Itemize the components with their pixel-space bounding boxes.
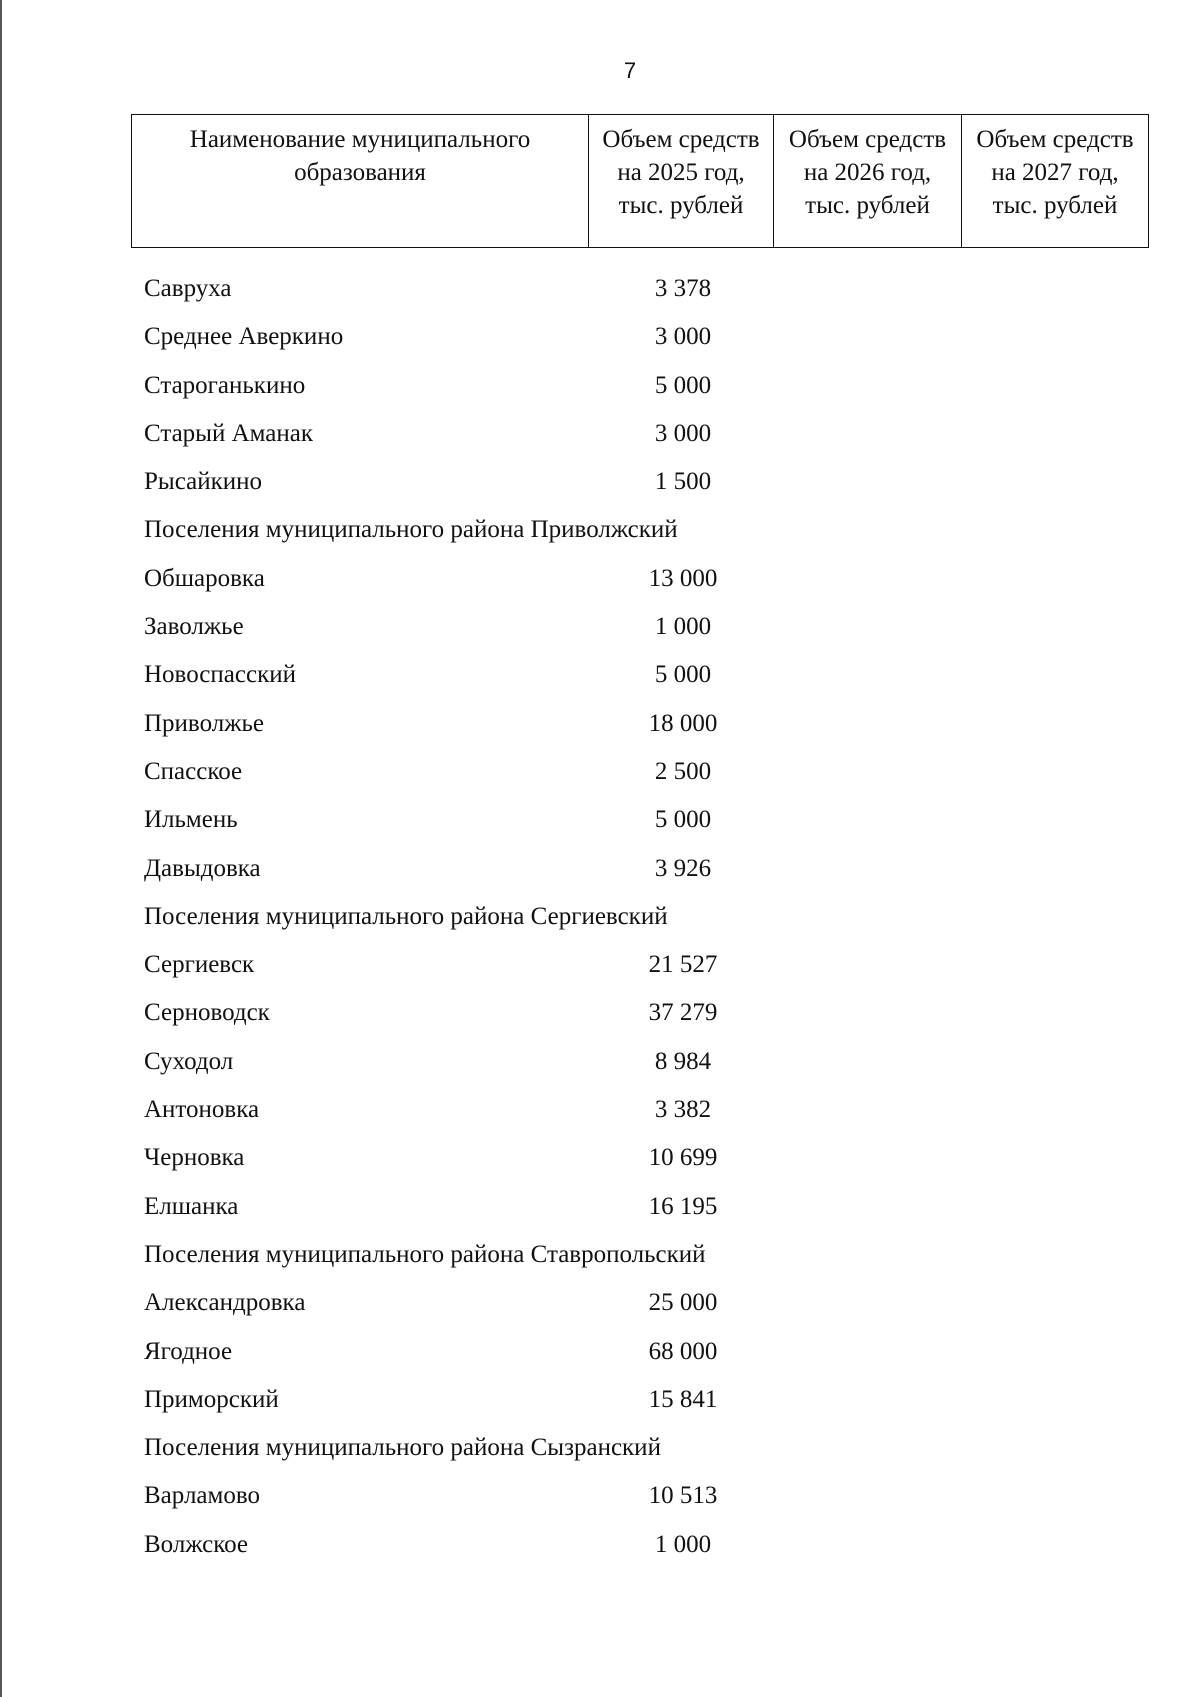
- section-heading: Поселения муниципального района Приволжский: [144, 516, 678, 544]
- table-row: [0, 1183, 1200, 1231]
- municipality-name: Рысайкино: [144, 468, 262, 496]
- table-row: [0, 989, 1200, 1037]
- amount-2025: 3 382: [654, 1096, 712, 1124]
- section-heading-row: [0, 893, 1200, 941]
- table-row: [0, 362, 1200, 410]
- table-row: [0, 1134, 1200, 1182]
- municipality-name: Староганькино: [144, 371, 306, 399]
- amount-2025: 10 513: [648, 1482, 718, 1510]
- header-municipality-name: Наименование муниципального образования: [132, 115, 589, 248]
- section-heading: Поселения муниципального района Ставропольский: [144, 1240, 706, 1268]
- table-row: [0, 1328, 1200, 1376]
- municipality-name: Среднее Аверкино: [144, 323, 344, 351]
- amount-2025: 1 000: [654, 1530, 712, 1558]
- table-header: [131, 114, 1149, 248]
- table-row: [0, 700, 1200, 748]
- municipality-name: Приволжье: [144, 709, 264, 737]
- municipality-name: Волжское: [144, 1530, 249, 1558]
- amount-2025: 21 527: [648, 951, 718, 979]
- municipality-name: Обшаровка: [144, 564, 265, 592]
- table-row: [0, 1521, 1200, 1569]
- header-amount-2026: Объем средств на 2026 год, тыс. рублей: [774, 115, 962, 248]
- table-row: [0, 748, 1200, 796]
- page-number: 7: [623, 58, 637, 83]
- amount-2025: 68 000: [648, 1337, 718, 1365]
- table-row: [0, 265, 1200, 313]
- amount-2025: 25 000: [648, 1289, 718, 1317]
- municipality-name: Давыдовка: [144, 854, 261, 882]
- table-row: [0, 1279, 1200, 1327]
- table-row: [0, 1038, 1200, 1086]
- table-row: [0, 458, 1200, 506]
- amount-2025: 8 984: [654, 1047, 712, 1075]
- municipality-name: Новоспасский: [144, 661, 296, 689]
- table-body: [0, 265, 1200, 1569]
- municipality-name: Приморский: [144, 1385, 279, 1413]
- amount-2025: 37 279: [648, 999, 718, 1027]
- table-row: [0, 555, 1200, 603]
- amount-2025: 1 000: [654, 613, 712, 641]
- municipality-name: Ильмень: [144, 806, 238, 834]
- table-row: [0, 845, 1200, 893]
- amount-2025: 3 378: [654, 275, 712, 302]
- amount-2025: 3 926: [654, 854, 712, 882]
- municipality-name: Суходол: [144, 1047, 234, 1075]
- amount-2025: 3 000: [654, 419, 712, 447]
- amount-2025: 1 500: [654, 468, 712, 496]
- municipality-name: Варламово: [144, 1482, 260, 1510]
- table-row: [0, 941, 1200, 989]
- amount-2025: 5 000: [654, 661, 712, 689]
- amount-2025: 2 500: [654, 757, 712, 785]
- amount-2025: 15 841: [648, 1385, 718, 1413]
- municipality-name: Черновка: [144, 1144, 245, 1172]
- amount-2025: 10 699: [648, 1144, 718, 1172]
- municipality-name: Ягодное: [144, 1337, 233, 1365]
- table-row: [0, 603, 1200, 651]
- municipality-name: Серноводск: [144, 999, 270, 1027]
- table-row: [0, 651, 1200, 699]
- amount-2025: 5 000: [654, 371, 712, 399]
- municipality-name: Старый Аманак: [144, 419, 314, 447]
- section-heading: Поселения муниципального района Сергиевский: [144, 902, 668, 930]
- header-amount-2025: Объем средств на 2025 год, тыс. рублей: [589, 115, 774, 248]
- table-row: [0, 796, 1200, 844]
- section-heading: Поселения муниципального района Сызранский: [144, 1434, 661, 1462]
- section-heading-row: [0, 506, 1200, 554]
- municipality-name: Антоновка: [144, 1096, 260, 1124]
- table-row: [0, 313, 1200, 361]
- table-row: [0, 410, 1200, 458]
- municipality-name: Заволжье: [144, 613, 244, 641]
- header-amount-2027: Объем средств на 2027 год, тыс. рублей: [962, 115, 1149, 248]
- amount-2025: 13 000: [648, 564, 718, 592]
- amount-2025: 3 000: [654, 323, 712, 351]
- section-heading-row: [0, 1424, 1200, 1472]
- header-row: [132, 115, 1149, 248]
- table-row: [0, 1086, 1200, 1134]
- municipality-name: Савруха: [144, 275, 232, 302]
- municipality-name: Елшанка: [144, 1192, 239, 1220]
- section-heading-row: [0, 1231, 1200, 1279]
- municipality-name: Спасское: [144, 757, 243, 785]
- table-row: [0, 1472, 1200, 1520]
- amount-2025: 5 000: [654, 806, 712, 834]
- amount-2025: 18 000: [648, 709, 718, 737]
- municipality-name: Александровка: [144, 1289, 306, 1317]
- amount-2025: 16 195: [648, 1192, 718, 1220]
- table-row: [0, 1376, 1200, 1424]
- municipality-name: Сергиевск: [144, 951, 255, 979]
